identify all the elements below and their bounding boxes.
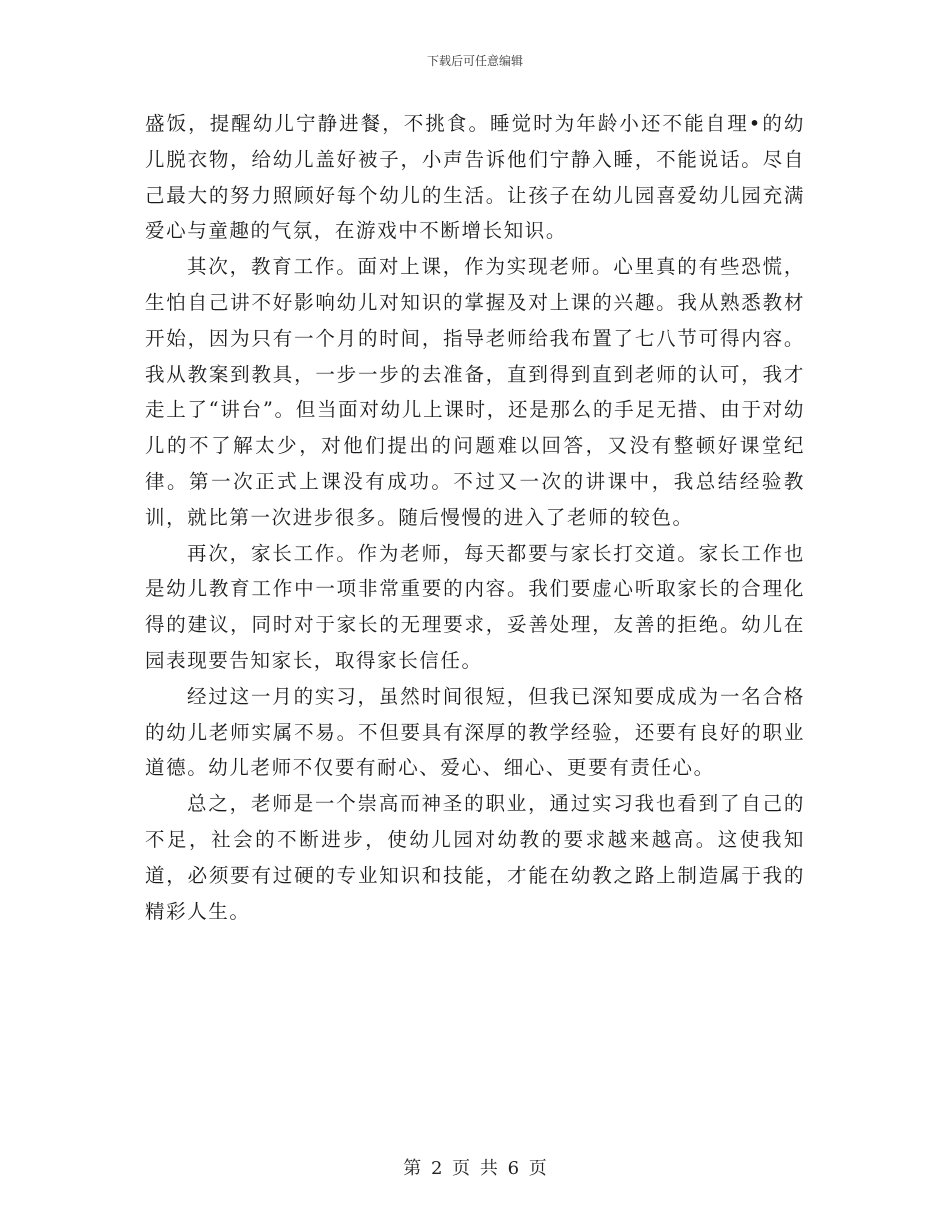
paragraph-continued: 盛饭，提醒幼儿宁静进餐，不挑食。睡觉时为年龄小还不能自理•的幼儿脱衣物，给幼儿盖好被子，小声告诉他们宁静入睡，不能说话。尽自己最大的努力照顾好每个幼儿的生活。让孩子在幼儿园喜爱幼儿园充满爱心与童趣的气氛，在游戏中不断增长知识。 <box>145 112 805 243</box>
page-header: 下载后可任意编辑 <box>426 54 523 68</box>
paragraph-education-work: 其次，教育工作。面对上课，作为实现老师。心里真的有些恐慌，生怕自己讲不好影响幼儿对知识的掌握及对上课的兴趣。我从熟悉教材开始，因为只有一个月的时间，指导老师给我布置了七八节可得内容。我从教案到教具，一步一步的去准备，直到得到直到老师的认可，我才走上了“讲台”。但当面对幼儿上课时，还是那么的手足无措、由于对幼儿的不了解太少，对他们提出的问题难以回答，又没有整顿好课堂纪律。第一次正式上课没有成功。不过又一次的讲课中，我总结经验教训，就比第一次进步很多。随后慢慢的进入了老师的较色。 <box>145 255 805 529</box>
paragraph-parent-work: 再次，家长工作。作为老师，每天都要与家长打交道。家长工作也是幼儿教育工作中一项非常重要的内容。我们要虚心听取家长的合理化得的建议，同时对于家长的无理要求，妥善处理，友善的拒绝。幼儿在园表现要告知家长，取得家长信任。 <box>145 541 805 672</box>
paragraph-conclusion: 总之，老师是一个崇高而神圣的职业，通过实习我也看到了自己的不足，社会的不断进步，使幼儿园对幼教的要求越来越高。这使我知道，必须要有过硬的专业知识和技能，才能在幼教之路上制造属于我的精彩人生。 <box>145 792 805 923</box>
page-number-footer: 第 2 页 共 6 页 <box>403 1158 547 1179</box>
body-text <box>145 106 805 929</box>
paragraph-internship-reflection: 经过这一月的实习，虽然时间很短，但我已深知要成成为一名合格的幼儿老师实属不易。不但要具有深厚的教学经验，还要有良好的职业道德。幼儿老师不仅要有耐心、爱心、细心、更要有责任心。 <box>145 684 805 780</box>
